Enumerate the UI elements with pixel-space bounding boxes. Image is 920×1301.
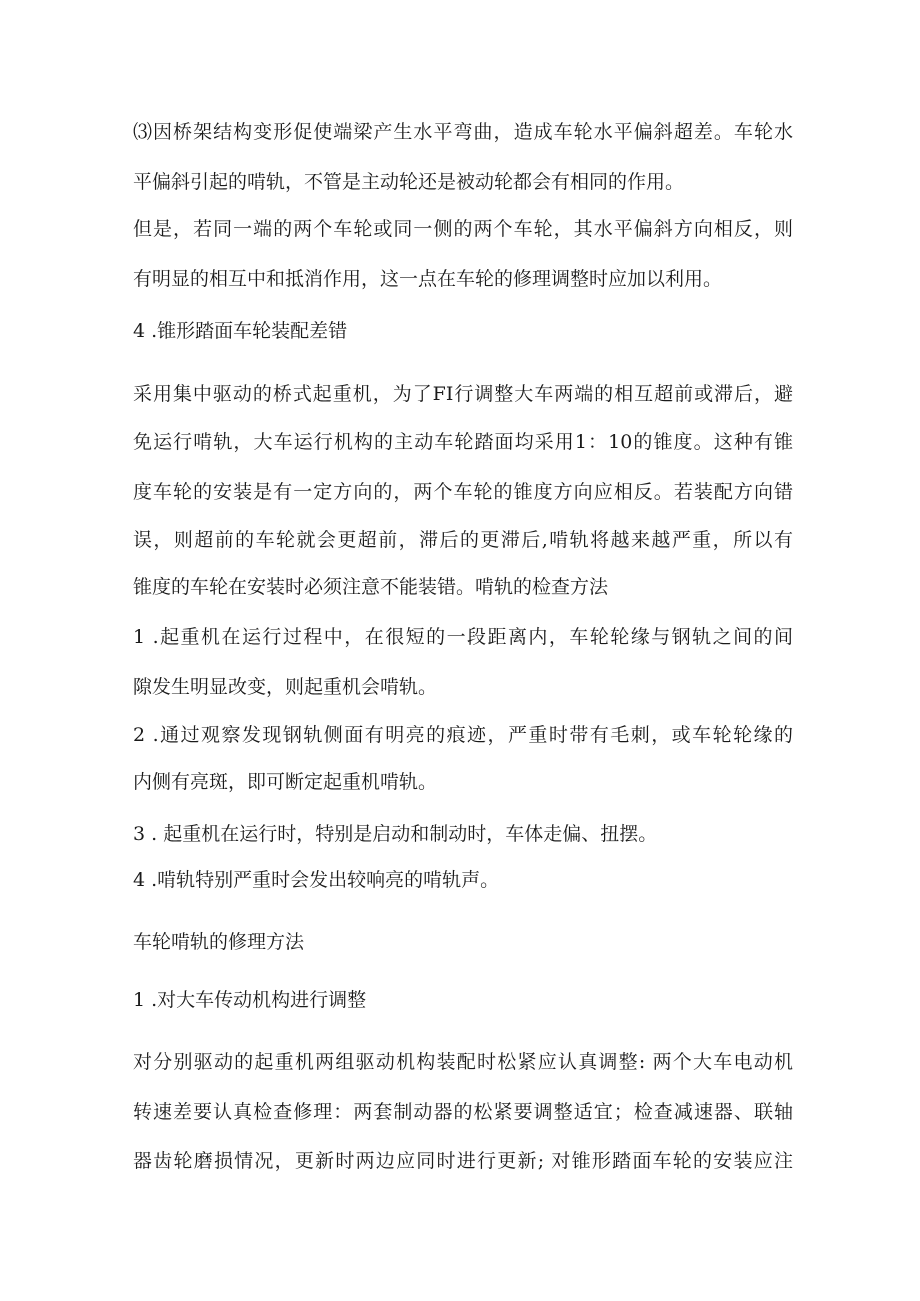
- text-line-21: 器齿轮磨损情况，更新时两边应同时进行更新; 对锥形踏面车轮的安装应注: [133, 1150, 793, 1172]
- text-line-10: 锥度的车轮在安装时必须注意不能装错。啃轨的检查方法: [133, 576, 609, 598]
- text-line-6: 采用集中驱动的桥式起重机，为了FI行调整大车两端的相互超前或滞后，避: [133, 383, 793, 405]
- text-line-19: 对分别驱动的起重机两组驱动机构装配时松紧应认真调整: 两个大车电动机: [133, 1051, 793, 1073]
- text-line-7: 免运行啃轨，大车运行机构的主动车轮踏面均采用1：10的锥度。这种有锥: [133, 431, 793, 453]
- list-item-3: 3 . 起重机在运行时，特别是启动和制动时，车体走偏、扭摆。: [133, 823, 658, 845]
- list-item-2-cont: 内侧有亮斑，即可断定起重机啃轨。: [133, 771, 438, 793]
- list-item-2: 2 .通过观察发现钢轨侧面有明亮的痕迹，严重时带有毛刺，或车轮轮缘的: [133, 724, 793, 746]
- list-item-1: 1 .起重机在运行过程中，在很短的一段距离内，车轮轮缘与钢轨之间的间: [133, 626, 793, 648]
- list-item-1-cont: 隙发生明显改变，则起重机会啃轨。: [133, 676, 438, 698]
- text-line-1: ⑶因桥架结构变形促使端梁产生水平弯曲，造成车轮水平偏斜超差。车轮水: [133, 121, 793, 143]
- text-line-3: 但是，若同一端的两个车轮或同一侧的两个车轮，其水平偏斜方向相反，则: [133, 218, 793, 240]
- section-heading-repair: 车轮啃轨的修理方法: [133, 931, 305, 953]
- text-line-9: 误，则超前的车轮就会更超前，滞后的更滞后,啃轨将越来越严重，所以有: [133, 529, 793, 551]
- section-heading-4: 4 .锥形踏面车轮装配差错: [133, 320, 348, 342]
- text-line-4: 有明显的相互中和抵消作用，这一点在车轮的修理调整时应加以利用。: [133, 268, 723, 290]
- list-item-4: 4 .啃轨特别严重时会发出较响亮的啃轨声。: [133, 869, 500, 891]
- text-line-8: 度车轮的安装是有一定方向的，两个车轮的锥度方向应相反。若装配方向错: [133, 481, 793, 503]
- repair-item-1: 1 .对大车传动机构进行调整: [133, 989, 367, 1011]
- text-line-20: 转速差要认真检查修理：两套制动器的松紧要调整适宜；检查减速器、联轴: [133, 1101, 793, 1123]
- text-line-2: 平偏斜引起的啃轨，不管是主动轮还是被动轮都会有相同的作用。: [133, 171, 685, 193]
